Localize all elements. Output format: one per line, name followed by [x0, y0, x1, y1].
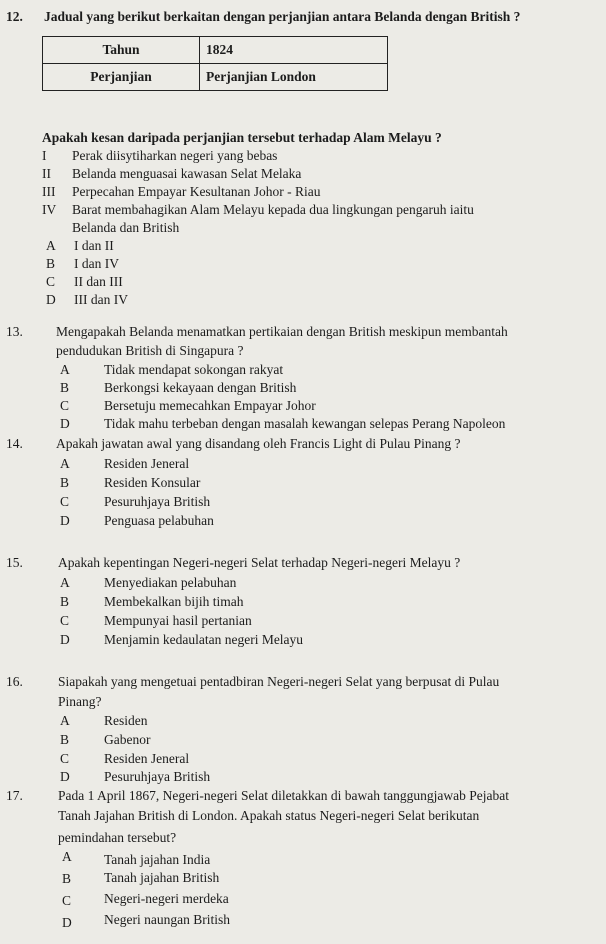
- option-text: I dan IV: [74, 256, 119, 271]
- option-letter: C: [60, 751, 70, 766]
- option-letter: B: [60, 475, 70, 490]
- option-text: Gabenor: [104, 732, 151, 747]
- option-text: Membekalkan bijih timah: [104, 594, 244, 609]
- table-row: [43, 37, 388, 64]
- question-number: 12.: [6, 9, 23, 24]
- option-text: Mempunyai hasil pertanian: [104, 613, 252, 628]
- table-value-cell: Perjanjian London: [200, 64, 388, 91]
- question-stem-continued: Tanah Jajahan British di London. Apakah status Negeri-negeri Selat berikutan: [58, 808, 480, 823]
- option-letter: B: [60, 594, 70, 609]
- option-text: II dan III: [74, 274, 123, 289]
- question-number: 15.: [6, 555, 23, 570]
- option-text: Menyediakan pelabuhan: [104, 575, 237, 590]
- statement-text: Belanda menguasai kawasan Selat Melaka: [72, 166, 302, 181]
- statement-roman: III: [42, 184, 56, 199]
- option-text: Tanah jajahan British: [104, 870, 220, 885]
- option-text: Tanah jajahan India: [104, 852, 211, 867]
- option-letter: B: [60, 380, 70, 395]
- option-letter: D: [60, 632, 70, 647]
- option-text: Pesuruhjaya British: [104, 769, 211, 784]
- option-text: Residen: [104, 713, 148, 728]
- option-letter: C: [60, 398, 70, 413]
- option-text: Residen Konsular: [104, 475, 201, 490]
- option-letter: B: [62, 871, 72, 886]
- table-key-cell: Perjanjian: [43, 64, 200, 91]
- option-letter: A: [46, 238, 56, 253]
- table-row: [43, 64, 388, 91]
- option-text: Tidak mahu terbeban dengan masalah kewangan selepas Perang Napoleon: [104, 416, 506, 431]
- option-letter: C: [60, 494, 70, 509]
- option-text: Menjamin kedaulatan negeri Melayu: [104, 632, 304, 647]
- option-text: Berkongsi kekayaan dengan British: [104, 380, 297, 395]
- question-sub-stem: Apakah kesan daripada perjanjian tersebut terhadap Alam Melayu ?: [42, 130, 442, 145]
- option-letter: A: [62, 849, 72, 864]
- question-stem-continued: pendudukan British di Singapura ?: [56, 343, 244, 358]
- question-stem-continued: pemindahan tersebut?: [58, 830, 177, 845]
- option-text: I dan II: [74, 238, 114, 253]
- option-letter: D: [60, 769, 70, 784]
- option-text: Residen Jeneral: [104, 751, 190, 766]
- question-number: 16.: [6, 674, 23, 689]
- table-key-cell: Tahun: [43, 37, 200, 64]
- option-letter: A: [60, 362, 70, 377]
- option-letter: C: [60, 613, 70, 628]
- statement-roman: I: [42, 148, 47, 163]
- option-text: III dan IV: [74, 292, 128, 307]
- question-stem-continued: Pinang?: [58, 694, 102, 709]
- option-letter: D: [46, 292, 56, 307]
- statement-text-continued: Belanda dan British: [72, 220, 180, 235]
- option-letter: A: [60, 713, 70, 728]
- statement-roman: II: [42, 166, 51, 181]
- option-letter: D: [62, 915, 72, 930]
- question-stem: Apakah kepentingan Negeri-negeri Selat terhadap Negeri-negeri Melayu ?: [58, 555, 461, 570]
- question-stem: Mengapakah Belanda menamatkan pertikaian dengan British meskipun membantah: [56, 324, 508, 339]
- question-stem: Apakah jawatan awal yang disandang oleh Francis Light di Pulau Pinang ?: [56, 436, 461, 451]
- statement-roman: IV: [42, 202, 57, 217]
- option-letter: C: [46, 274, 56, 289]
- option-letter: B: [46, 256, 56, 271]
- option-letter: A: [60, 456, 70, 471]
- question-stem: Jadual yang berikut berkaitan dengan perjanjian antara Belanda dengan British ?: [44, 9, 521, 24]
- table-value-cell: 1824: [200, 37, 388, 64]
- option-letter: C: [62, 893, 72, 908]
- question-stem: Siapakah yang mengetuai pentadbiran Negeri-negeri Selat yang berpusat di Pulau: [58, 674, 500, 689]
- option-text: Negeri naungan British: [104, 912, 230, 927]
- statement-text: Perpecahan Empayar Kesultanan Johor - Riau: [72, 184, 321, 199]
- option-letter: D: [60, 513, 70, 528]
- option-text: Penguasa pelabuhan: [104, 513, 214, 528]
- option-text: Pesuruhjaya British: [104, 494, 211, 509]
- info-table: [42, 36, 388, 91]
- statement-text: Perak diisytiharkan negeri yang bebas: [72, 148, 278, 163]
- option-text: Residen Jeneral: [104, 456, 190, 471]
- option-letter: D: [60, 416, 70, 431]
- question-number: 17.: [6, 788, 23, 803]
- option-text: Bersetuju memecahkan Empayar Johor: [104, 398, 316, 413]
- question-number: 13.: [6, 324, 23, 339]
- option-letter: A: [60, 575, 70, 590]
- question-number: 14.: [6, 436, 23, 451]
- option-text: Tidak mendapat sokongan rakyat: [104, 362, 284, 377]
- statement-text: Barat membahagikan Alam Melayu kepada dua lingkungan pengaruh iaitu: [72, 202, 474, 217]
- question-stem: Pada 1 April 1867, Negeri-negeri Selat diletakkan di bawah tanggungjawab Pejabat: [58, 788, 509, 803]
- option-letter: B: [60, 732, 70, 747]
- option-text: Negeri-negeri merdeka: [104, 891, 229, 906]
